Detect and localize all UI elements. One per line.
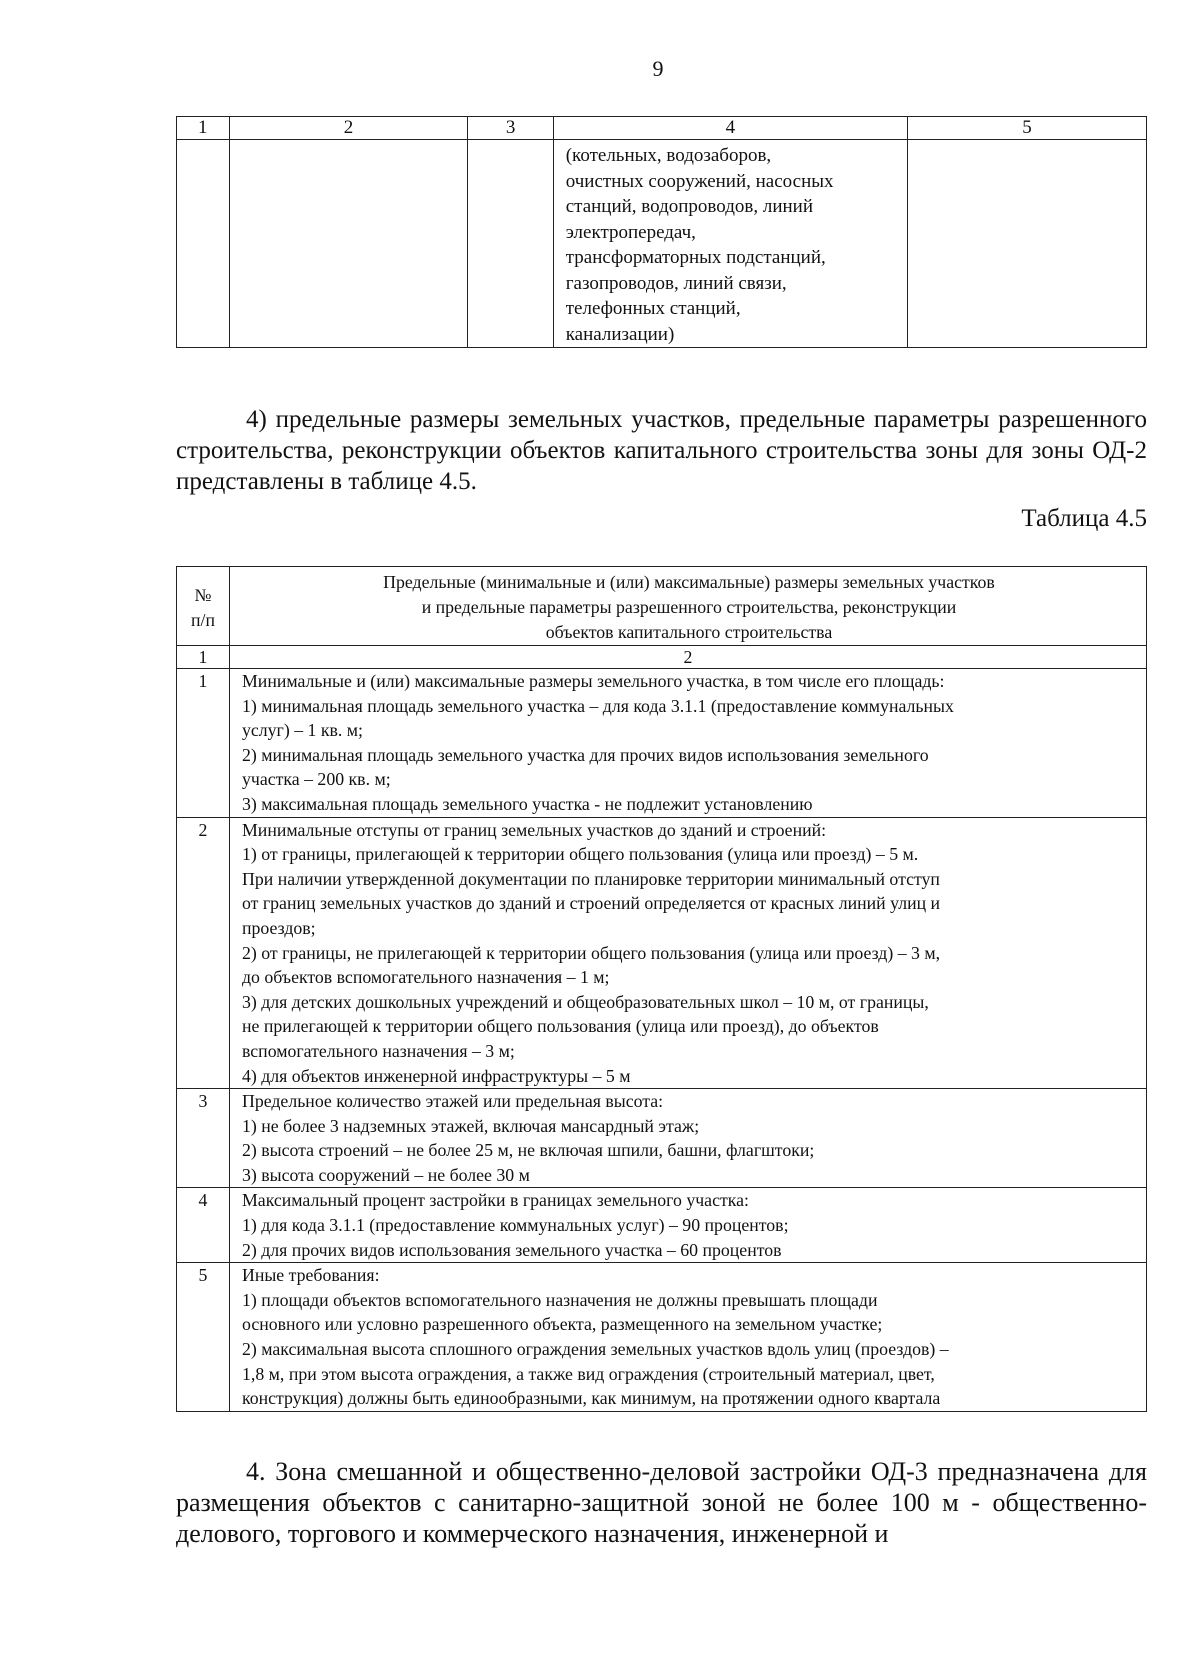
cell-line: телефонных станций, [565,298,741,319]
index-cell-2: 2 [230,646,1147,669]
row-line: проездов; [242,917,316,938]
row-line: Минимальные и (или) максимальные размеры земельного участка, в том числе его площадь: [242,671,945,691]
header-num-line: п/п [191,609,215,630]
cell-line: газопроводов, линий связи, [565,272,787,294]
row-line: 1) площади объектов вспомогательного назначения не должны превышать площади [242,1289,878,1310]
row-line: 2) от границы, не прилегающей к территории общего пользования (улица или проезд) – 3 м, [242,942,941,963]
row-line: 1) минимальная площадь земельного участка – для кода 3.1.1 (предоставление коммунальных [242,695,954,716]
header-text-line: объектов капитального строительства [545,622,833,642]
row-line: 2) для прочих видов использования земельного участка – 60 процентов [242,1239,782,1260]
row-number: 2 [177,817,230,1089]
cell-line: очистных сооружений, насосных [565,170,834,192]
col-header-3: 3 [468,117,553,140]
table-row [177,817,1147,1089]
row-line: вспомогательного назначения – 3 м; [242,1040,515,1061]
row-line: 3) высота сооружений – не более 30 м [242,1164,530,1185]
paragraph-zone-od3: 4. Зона смешанной и общественно-деловой застройки ОД-3 предназначена для размещения объектов с санитарно-защитной зоной не более 100 м - общественно-делового, торгового и коммерческого назначения, инженерной и [176,1457,1147,1548]
header-num-cell [177,567,230,646]
row-text [230,1089,1147,1188]
index-cell-1: 1 [177,646,230,669]
row-line: Максимальный процент застройки в границах земельного участка: [242,1190,749,1211]
table-cell-objects [553,140,907,348]
row-line: до объектов вспомогательного назначения – 1 м; [242,967,610,988]
header-text-line: Предельные (минимальные и (или) максимальные) размеры земельных участков [383,572,995,592]
continued-table [176,116,1147,348]
cell-line: электропередач, [565,221,696,243]
row-line: от границ земельных участков до зданий и строений определяется от красных линий улиц и [242,893,941,914]
table-row [177,1263,1147,1412]
table-caption: Таблица 4.5 [1021,505,1147,532]
col-header-5: 5 [908,117,1147,140]
row-line: 2) высота строений – не более 25 м, не включая шпили, башни, флагштоки; [242,1140,815,1161]
row-line: Минимальные отступы от границ земельных участков до зданий и строений: [242,819,827,840]
row-line: 4) для объектов инженерной инфраструктуры – 5 м [242,1065,631,1086]
table-cell-empty [229,140,468,348]
row-line: услуг) – 1 кв. м; [242,720,363,741]
cell-line: трансформаторных подстанций, [565,247,826,268]
row-line: 3) для детских дошкольных учреждений и общеобразовательных школ – 10 м, от границы, [242,991,929,1012]
col-header-4: 4 [553,117,907,140]
row-line: При наличии утвержденной документации по планировке территории минимальный отступ [242,868,940,889]
index-row [177,646,1147,669]
row-number: 3 [177,1089,230,1188]
row-number: 4 [177,1188,230,1263]
row-line: основного или условно разрешенного объекта, размещенного на земельном участке; [242,1314,883,1335]
row-line: 2) максимальная высота сплошного ограждения земельных участков вдоль улиц (проездов) – [242,1339,949,1360]
row-number: 5 [177,1263,230,1412]
row-line: 1) не более 3 надземных этажей, включая мансардный этаж; [242,1115,700,1136]
row-text [230,817,1147,1089]
table-cell-empty [468,140,553,348]
table-header-row [177,117,1147,140]
col-header-2: 2 [229,117,468,140]
cell-line: станций, водопроводов, линий [565,196,814,217]
row-line: Иные требования: [242,1265,380,1286]
row-line: Предельное количество этажей или предельная высота: [242,1091,664,1112]
table-4-5 [176,566,1147,1412]
row-line: 1,8 м, при этом высота ограждения, а также вид ограждения (строительный материал, цвет, [242,1363,935,1384]
cell-line: канализации) [565,323,675,345]
table-cell-empty [177,140,230,348]
table-header-row [177,567,1147,646]
paragraph-item-4: 4) предельные размеры земельных участков, предельные параметры разрешенного строительства, реконструкции объектов капитального строительства зоны для зоны ОД-2 представлены в таблице 4.5. [176,406,1147,495]
row-line: 1) от границы, прилегающей к территории общего пользования (улица или проезд) – 5 м. [242,844,919,865]
row-line: 2) минимальная площадь земельного участка для прочих видов использования земельного [242,744,929,765]
table-row [177,1188,1147,1263]
table-row [177,1089,1147,1188]
cell-line: (котельных, водозаборов, [565,145,772,166]
table-row [177,669,1147,818]
table-row [177,140,1147,348]
row-text [230,669,1147,818]
row-text [230,1263,1147,1412]
row-line: 3) максимальная площадь земельного участка - не подлежит установлению [242,793,813,814]
header-num-line: № [194,584,212,605]
header-text-line: и предельные параметры разрешенного строительства, реконструкции [421,597,957,617]
row-line: участка – 200 кв. м; [242,769,391,790]
col-header-1: 1 [177,117,230,140]
row-number: 1 [177,669,230,818]
row-line: не прилегающей к территории общего пользования (улица или проезд), до объектов [242,1016,879,1037]
page-number: 9 [652,56,664,81]
table-cell-empty [908,140,1147,348]
row-line: 1) для кода 3.1.1 (предоставление коммунальных услуг) – 90 процентов; [242,1215,789,1236]
header-text-cell [230,567,1147,646]
row-text [230,1188,1147,1263]
row-line: конструкция) должны быть единообразными, как минимум, на протяжении одного квартала [242,1388,941,1409]
